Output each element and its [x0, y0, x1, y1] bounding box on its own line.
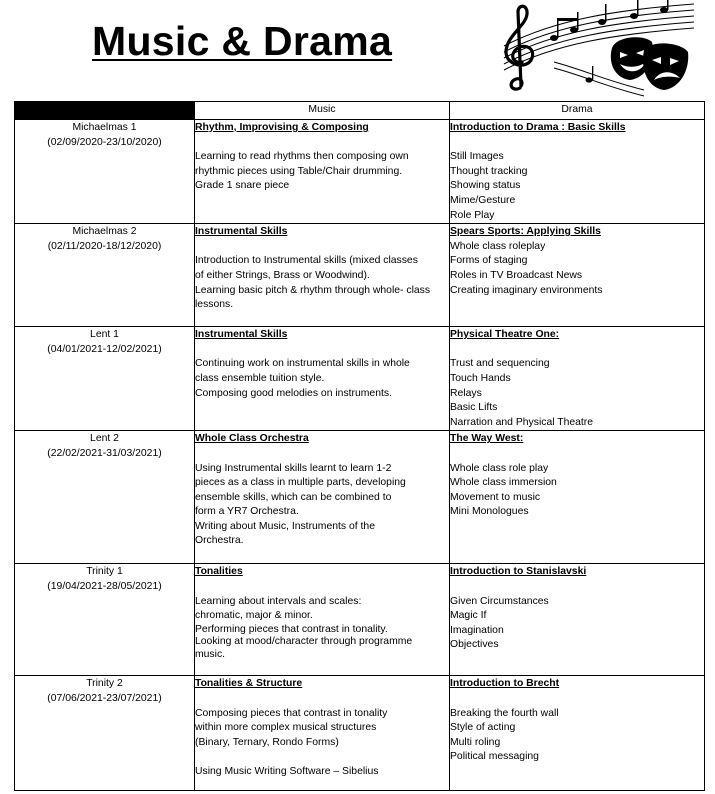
drama-line: Multi roling: [450, 736, 501, 748]
music-line: (Binary, Ternary, Rondo Forms): [195, 736, 339, 748]
drama-line: Whole class immersion: [450, 477, 557, 489]
term-name: Trinity 1: [86, 566, 123, 578]
drama-line: Imagination: [450, 624, 504, 636]
term-cell: [15, 224, 195, 327]
music-line: Composing good melodies on instruments.: [195, 387, 392, 399]
music-topic-heading: Whole Class Orchestra: [195, 433, 309, 445]
drama-line: Given Circumstances: [450, 595, 549, 607]
term-dates: (02/11/2020-18/12/2020): [47, 240, 162, 252]
music-blank-line: [195, 750, 449, 765]
music-line: Learning basic pitch & rhythm through whole- class: [195, 284, 431, 296]
drama-line: Still Images: [450, 151, 504, 163]
music-cell: [195, 564, 450, 676]
drama-line: Style of acting: [450, 722, 516, 734]
table-row: [15, 564, 705, 676]
drama-cell: [450, 120, 705, 224]
music-line: Introduction to Instrumental skills (mixed classes: [195, 255, 418, 267]
drama-line: Mini Monologues: [450, 506, 529, 518]
treble-clef-icon: [506, 6, 533, 89]
drama-line: Mime/Gesture: [450, 194, 516, 206]
drama-topic-heading: Introduction to Brecht: [450, 678, 560, 690]
term-dates: (19/04/2021-28/05/2021): [47, 580, 162, 592]
drama-line: Objectives: [450, 639, 499, 651]
drama-line: Relays: [450, 387, 482, 399]
table-header-row: [15, 102, 705, 120]
drama-cell: [450, 564, 705, 676]
music-line: chromatic, major & minor.: [195, 610, 313, 622]
music-line: Grade 1 snare piece: [195, 180, 290, 192]
music-line: Looking at mood/character through programme: [195, 636, 413, 648]
drama-topic-heading: Introduction to Drama : Basic Skills: [450, 122, 626, 133]
drama-cell: [450, 327, 705, 431]
drama-line: Narration and Physical Theatre: [450, 416, 594, 428]
table-row: [15, 676, 705, 791]
music-line: of either Strings, Brass or Woodwind).: [195, 269, 370, 281]
drama-line: Role Play: [450, 209, 495, 221]
music-line: Orchestra.: [195, 535, 244, 547]
music-line: rhythmic pieces using Table/Chair drumming.: [195, 165, 403, 177]
music-line: Performing pieces that contrast in tonality.: [195, 623, 388, 635]
music-line: pieces as a class in multiple parts, developing: [195, 477, 406, 489]
music-column-header: Music: [195, 102, 450, 120]
music-line: class ensemble tuition style.: [195, 372, 325, 384]
drama-line: Magic If: [450, 610, 487, 622]
music-line: ensemble skills, which can be combined to: [195, 491, 392, 503]
term-name: Michaelmas 2: [72, 226, 137, 238]
drama-column-header: Drama: [450, 102, 705, 120]
music-line: Composing pieces that contrast in tonality: [195, 707, 388, 719]
music-line: Continuing work on instrumental skills in whole: [195, 358, 410, 370]
term-dates: (04/01/2021-12/02/2021): [47, 343, 162, 355]
music-line: lessons.: [195, 299, 234, 311]
drama-line: Movement to music: [450, 491, 541, 503]
drama-masks-icon: [611, 37, 688, 90]
page-title: Music & Drama: [92, 18, 393, 64]
music-line: Writing about Music, Instruments of the: [195, 520, 375, 532]
music-cell: [195, 431, 450, 564]
drama-line: Thought tracking: [450, 165, 528, 177]
drama-line: Forms of staging: [450, 255, 528, 267]
music-topic-heading: Instrumental Skills: [195, 226, 288, 238]
music-cell: [195, 224, 450, 327]
drama-line: Whole class roleplay: [450, 240, 546, 252]
drama-topic-heading: Introduction to Stanislavski: [450, 566, 587, 578]
drama-line: Showing status: [450, 180, 521, 192]
music-cell: [195, 676, 450, 791]
drama-line: Breaking the fourth wall: [450, 707, 559, 719]
drama-line: Whole class role play: [450, 462, 549, 474]
drama-topic-heading: Spears Sports: Applying Skills: [450, 226, 601, 238]
drama-line: Creating imaginary environments: [450, 284, 603, 296]
term-cell: [15, 327, 195, 431]
music-cell: [195, 120, 450, 224]
drama-topic-heading: The Way West:: [450, 433, 524, 445]
table-row: [15, 431, 705, 564]
drama-line: Basic Lifts: [450, 402, 498, 414]
term-cell: [15, 564, 195, 676]
drama-cell: [450, 676, 705, 791]
header-corner-cell: [15, 102, 195, 120]
drama-cell: [450, 431, 705, 564]
term-dates: (02/09/2020-23/10/2020): [47, 136, 162, 148]
music-line: Using Instrumental skills learnt to learn 1-2: [195, 462, 392, 474]
term-dates: (22/02/2021-31/03/2021): [47, 447, 162, 459]
term-name: Lent 2: [90, 433, 119, 445]
music-topic-heading: Tonalities & Structure: [195, 678, 303, 690]
drama-line: Touch Hands: [450, 372, 511, 384]
drama-topic-heading: Physical Theatre One:: [450, 329, 560, 341]
term-name: Lent 1: [90, 329, 119, 341]
term-cell: [15, 676, 195, 791]
music-line: Learning about intervals and scales:: [195, 595, 362, 607]
music-topic-heading: Instrumental Skills: [195, 329, 288, 341]
drama-line: Political messaging: [450, 751, 539, 763]
drama-line: Trust and sequencing: [450, 358, 550, 370]
table-row: [15, 224, 705, 327]
music-line: within more complex musical structures: [195, 722, 377, 734]
music-line: form a YR7 Orchestra.: [195, 506, 299, 518]
music-topic-heading: Tonalities: [195, 566, 243, 578]
music-line: Using Music Writing Software – Sibelius: [195, 765, 379, 777]
drama-cell: [450, 224, 705, 327]
curriculum-table: [14, 101, 705, 791]
music-line: music.: [195, 648, 226, 660]
music-cell: [195, 327, 450, 431]
table-row: [15, 327, 705, 431]
term-cell: [15, 120, 195, 224]
music-topic-heading: Rhythm, Improvising & Composing: [195, 122, 369, 133]
term-dates: (07/06/2021-23/07/2021): [47, 692, 162, 704]
term-name: Michaelmas 1: [72, 122, 137, 133]
term-name: Trinity 2: [86, 678, 123, 690]
term-cell: [15, 431, 195, 564]
table-row: [15, 120, 705, 224]
drama-line: Roles in TV Broadcast News: [450, 269, 583, 281]
music-drama-art: [494, 0, 706, 100]
music-line: Learning to read rhythms then composing own: [195, 151, 409, 163]
